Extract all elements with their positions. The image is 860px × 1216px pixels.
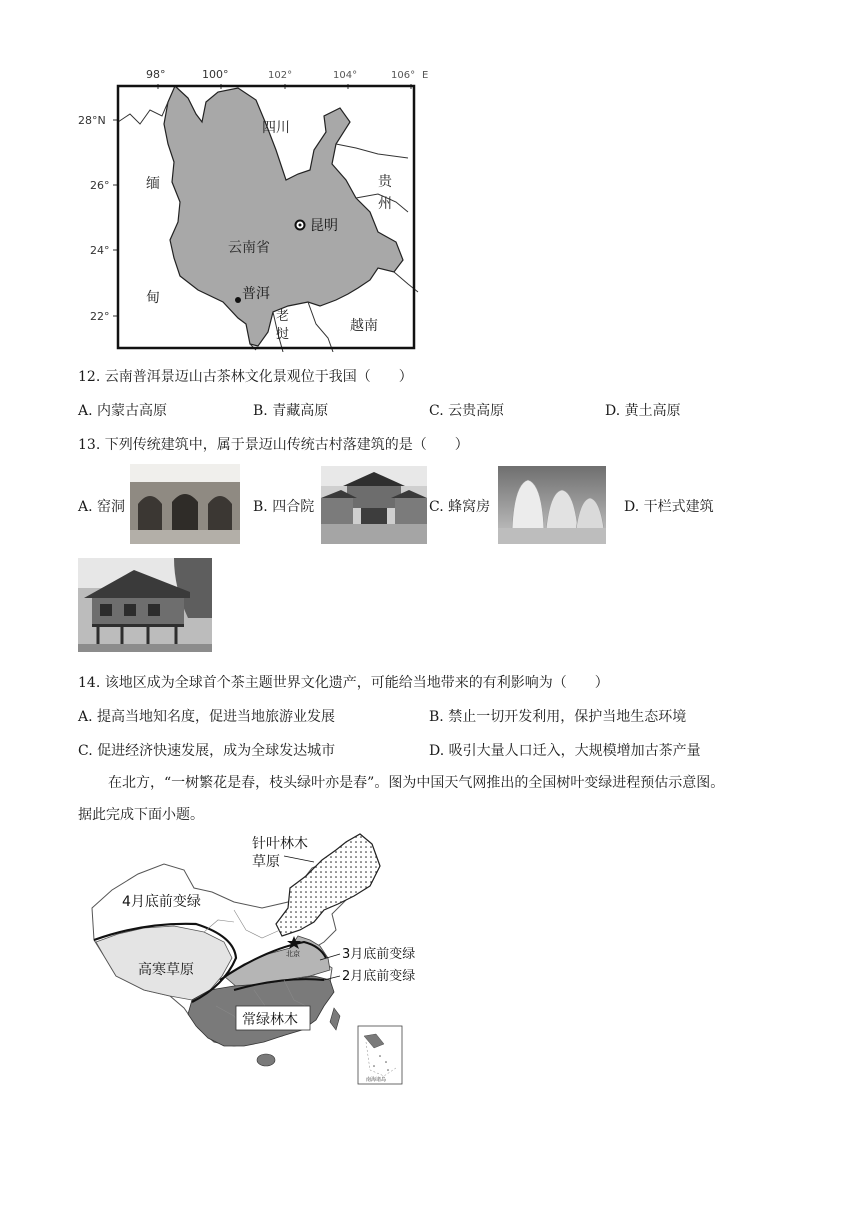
city-puer: 普洱 [242, 286, 270, 302]
label-vietnam: 越南 [350, 318, 378, 334]
label-yunnan: 云南省 [228, 240, 270, 256]
stilt-house-photo [78, 558, 212, 652]
label-guizhou-1: 贵 [378, 174, 392, 190]
intro-line-1: 在北方，“一树繁花是春，枝头绿叶亦是春”。图为中国天气网推出的全国树叶变绿进程预估示意图。 [108, 775, 725, 791]
q12-option-a[interactable]: A. 内蒙古高原 [78, 403, 168, 419]
puer-marker [235, 297, 241, 303]
lon-tick: 98° [146, 68, 166, 81]
label-grassland: 草原 [252, 854, 280, 870]
cave-dwelling-photo [130, 464, 240, 544]
q13-option-b[interactable]: B. 四合院 [253, 499, 315, 515]
label-myanmar [146, 176, 160, 306]
q12-option-c[interactable]: C. 云贵高原 [429, 403, 505, 419]
lat-tick: 26° [90, 179, 110, 192]
label-guizhou [378, 173, 393, 212]
lon-tick: 100° [202, 68, 229, 81]
city-kunming: 昆明 [310, 218, 338, 234]
q14-option-a[interactable]: A. 提高当地知名度，促进当地旅游业发展 [78, 709, 336, 725]
hainan-island [257, 1054, 275, 1066]
lat-tick: 22° [90, 310, 110, 323]
label-conifer: 针叶林木 [252, 836, 308, 852]
label-beijing: 北京 [286, 950, 300, 958]
label-laos-2: 挝 [276, 327, 290, 342]
yunnan-map [78, 62, 438, 352]
taiwan-island [330, 1008, 340, 1030]
q14-stem: 14. 该地区成为全球首个茶主题世界文化遗产，可能给当地带来的有利影响为（ ） [78, 675, 609, 691]
label-sichuan: 四川 [262, 120, 290, 136]
lat-tick: 28°N [78, 114, 106, 127]
label-evergreen: 常绿林木 [242, 1012, 298, 1028]
label-plateau: 高寒草原 [138, 962, 194, 978]
courtyard-house-photo [321, 466, 427, 544]
china-greening-map [84, 830, 444, 1092]
lon-unit: E [422, 70, 429, 81]
lat-tick: 24° [90, 244, 110, 257]
label-laos-1: 老 [276, 309, 290, 324]
q13-option-c[interactable]: C. 蜂窝房 [429, 499, 491, 515]
lon-tick: 102° [268, 70, 293, 81]
lon-tick: 106° [391, 70, 416, 81]
q13-stem: 13. 下列传统建筑中，属于景迈山传统古村落建筑的是（ ） [78, 437, 469, 453]
q14-option-c[interactable]: C. 促进经济快速发展，成为全球发达城市 [78, 743, 336, 759]
south-china-sea-inset [358, 1026, 402, 1084]
label-march: 3月底前变绿 [342, 947, 416, 962]
intro-line-2: 据此完成下面小题。 [78, 807, 204, 823]
label-laos [276, 308, 289, 342]
label-feb: 2月底前变绿 [342, 969, 416, 984]
label-myanmar-1: 缅 [146, 176, 160, 192]
lon-tick: 104° [333, 70, 358, 81]
label-inset: 南海诸岛 [366, 1077, 387, 1083]
kunming-dot [299, 224, 302, 227]
q12-stem: 12. 云南普洱景迈山古茶林文化景观位于我国（ ） [78, 369, 413, 385]
q12-option-b[interactable]: B. 青藏高原 [253, 403, 329, 419]
beehive-house-photo [498, 466, 606, 544]
q14-option-d[interactable]: D. 吸引大量人口迁入，大规模增加古茶产量 [429, 743, 701, 759]
label-myanmar-2: 甸 [146, 290, 160, 306]
q13-option-a[interactable]: A. 窑洞 [78, 499, 126, 515]
q12-option-d[interactable]: D. 黄土高原 [605, 403, 681, 419]
q13-option-d[interactable]: D. 干栏式建筑 [624, 499, 714, 515]
label-guizhou-2: 州 [378, 196, 392, 212]
q14-option-b[interactable]: B. 禁止一切开发利用，保护当地生态环境 [429, 709, 687, 725]
label-april: 4月底前变绿 [122, 894, 201, 910]
